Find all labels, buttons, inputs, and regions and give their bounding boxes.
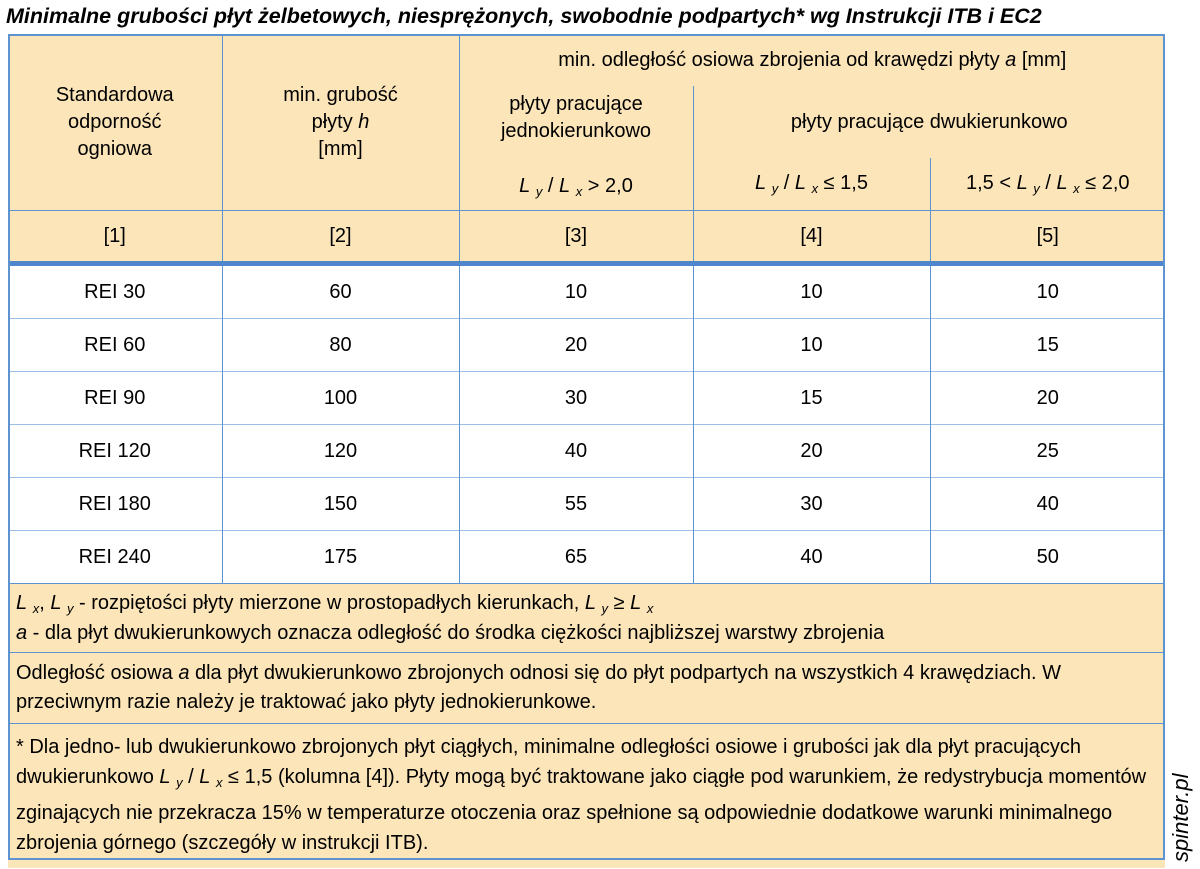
header-one-way: płyty pracujące jednokierunkowo L $_y$ / L $_x$ > 2,0: [459, 86, 693, 211]
table-cell: 30: [693, 478, 930, 531]
table-cell: 10: [459, 264, 693, 319]
table-cell: 80: [222, 319, 459, 372]
header-min-thickness: min. grubość płyty h [mm]: [222, 34, 459, 211]
note-definitions: L $_x$, L $_y$ - rozpiętości płyty mierzone w prostopadłych kierunkach, L $_y$ ≥ L $_x$ a - dla płyt dwukierunkowych oznacza odległość do środka ciężkości najbliższej warstwy zbrojenia: [8, 583, 1165, 652]
table-cell: 40: [693, 531, 930, 584]
table-cell: 40: [930, 478, 1165, 531]
header-axis-distance: min. odległość osiowa zbrojenia od krawędzi płyty a [mm]: [558, 48, 1067, 71]
table-cell: REI 60: [8, 319, 222, 372]
table-cell: REI 120: [8, 425, 222, 478]
table-row: [8, 478, 1165, 531]
header-fire-resistance: Standardowa odporność ogniowa: [8, 34, 222, 211]
slab-table: [8, 34, 1165, 868]
table-row: [8, 372, 1165, 425]
table-cell: 15: [930, 319, 1165, 372]
table-cell: 20: [930, 372, 1165, 425]
table-cell: 10: [693, 319, 930, 372]
header-two-way: płyty pracujące dwukierunkowo: [790, 110, 1068, 133]
col-number: [1]: [8, 211, 222, 264]
table-cell: 10: [930, 264, 1165, 319]
table-cell: 50: [930, 531, 1165, 584]
table-cell: 175: [222, 531, 459, 584]
table-cell: 15: [693, 372, 930, 425]
table-cell: 30: [459, 372, 693, 425]
col-number: [3]: [459, 211, 693, 264]
table-cell: 10: [693, 264, 930, 319]
table-cell: REI 240: [8, 531, 222, 584]
table-cell: REI 90: [8, 372, 222, 425]
col-number: [4]: [693, 211, 930, 264]
col-number: [2]: [222, 211, 459, 264]
table-cell: REI 30: [8, 264, 222, 319]
table-cell: 55: [459, 478, 693, 531]
table-cell: 120: [222, 425, 459, 478]
table-cell: 20: [459, 319, 693, 372]
table-cell: REI 180: [8, 478, 222, 531]
table-row: [8, 425, 1165, 478]
brand-watermark: spinter.pl: [1168, 773, 1193, 862]
table-cell: 40: [459, 425, 693, 478]
table-cell: 25: [930, 425, 1165, 478]
table-cell: 150: [222, 478, 459, 531]
table-title: Minimalne grubości płyt żelbetowych, niesprężonych, swobodnie podpartych* wg Instrukcji ITB i EC2: [6, 4, 1042, 28]
col-number: [5]: [1036, 224, 1059, 247]
table-cell: 60: [222, 264, 459, 319]
table-cell: 100: [222, 372, 459, 425]
note-continuous-slabs: * Dla jedno- lub dwukierunkowo zbrojonych płyt ciągłych, minimalne odległości osiowe i grubości jak dla płyt pracujących dwukierunkowo L $_y$ / L $_x$ ≤ 1,5 (kolumna [4]). Płyty mogą być traktowane jako ciągłe pod warunkiem, że redystrybucja momentów zginających nie przekracza 15% w temperaturze otoczenia oraz spełnione są odpowiednie dodatkowe warunki minimalnego zbrojenia górnego (szczegóły w instrukcji ITB).: [8, 723, 1165, 868]
header-ratio-5: 1,5 < L $_y$ / L $_x$ ≤ 2,0: [965, 172, 1130, 196]
table-row: [8, 319, 1165, 372]
note-two-way-support: Odległość osiowa a dla płyt dwukierunkowo zbrojonych odnosi się do płyt podpartych na wszystkich 4 krawędziach. W przeciwnym razie należy je traktować jako płyty jednokierunkowe.: [8, 652, 1165, 723]
table-cell: 20: [693, 425, 930, 478]
table-row: [8, 264, 1165, 319]
table-row: [8, 531, 1165, 584]
table-cell: 65: [459, 531, 693, 584]
header-ratio-4: L $_y$ / L $_x$ ≤ 1,5: [693, 158, 930, 211]
